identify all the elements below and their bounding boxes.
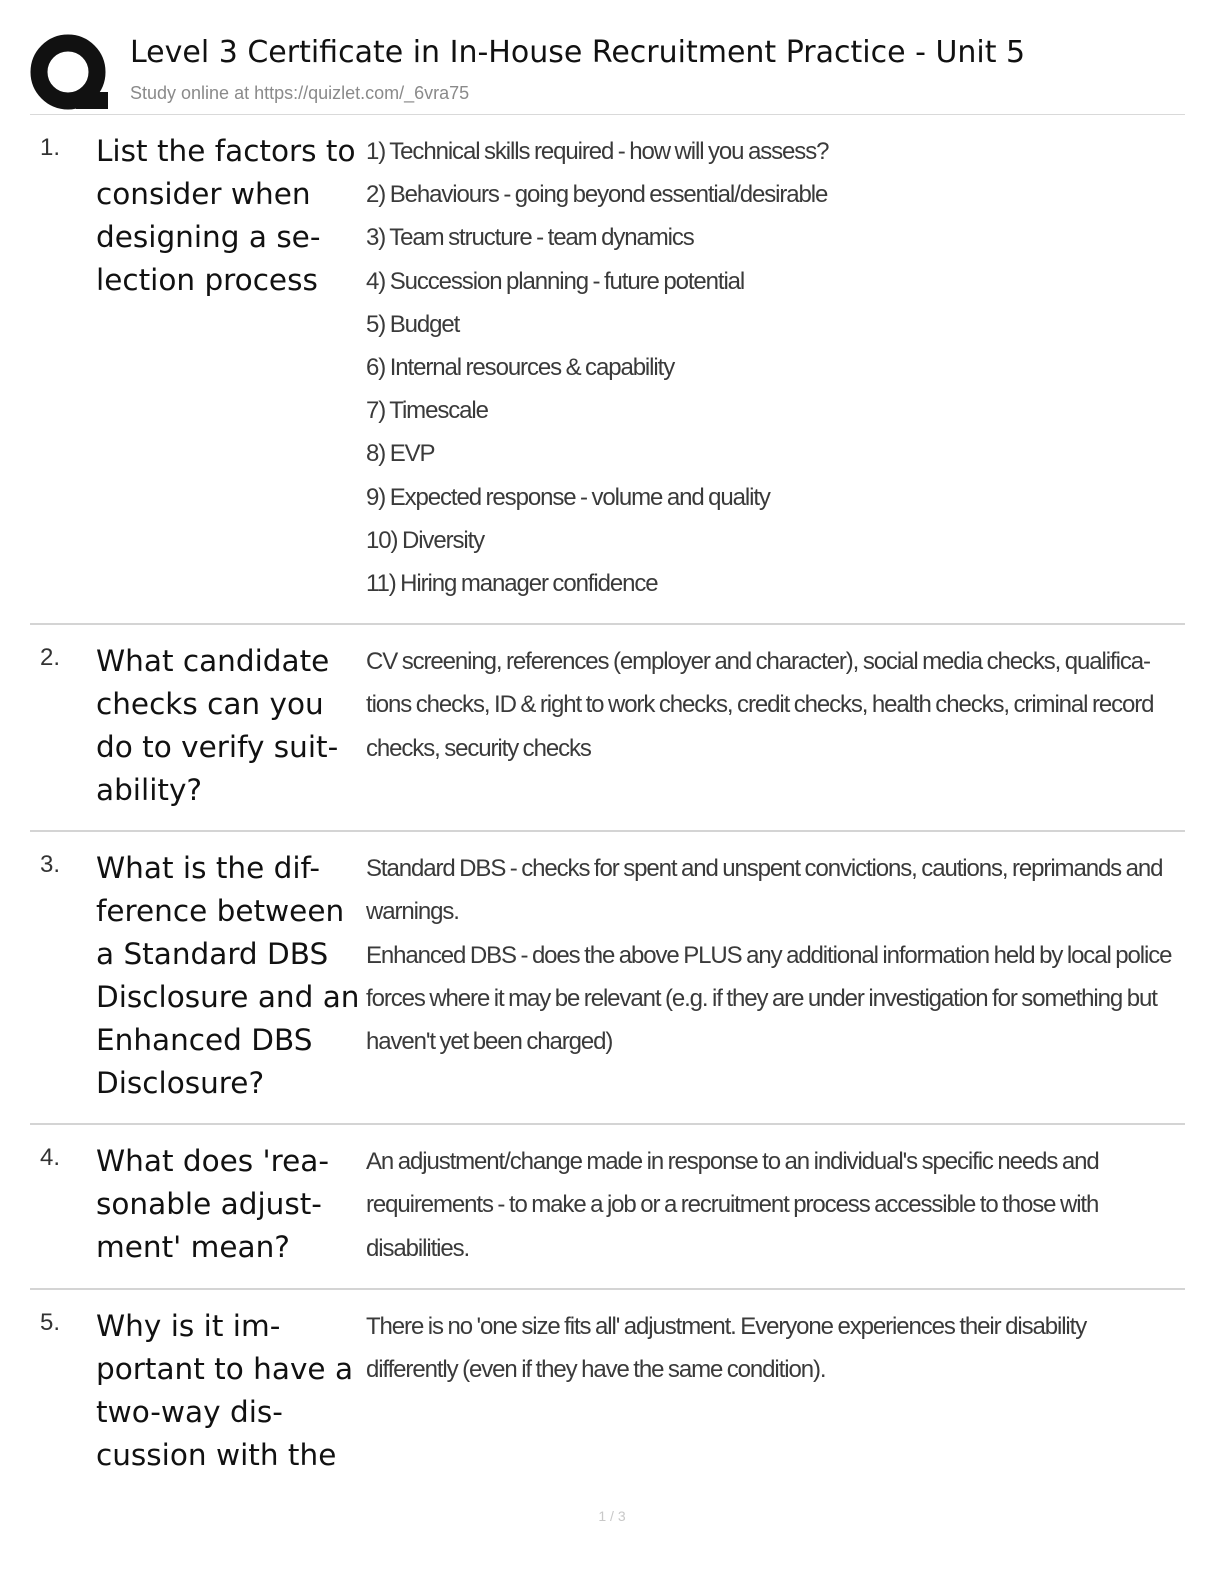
document-header (30, 28, 1185, 114)
flashcard-item (30, 115, 1185, 625)
definition-line: 7) Timescale (366, 397, 488, 425)
card-term: What candidate checks can you do to verify suit-ability? (96, 644, 339, 808)
definition-line: CV screening, references (employer and character), social media checks, qualifica-tions checks, ID & right to work checks, credit checks, health checks, criminal record checks, security checks (366, 648, 1154, 762)
definition-line: Standard DBS - checks for spent and unspent convictions, cautions, reprimands and warnings. (366, 855, 1163, 926)
card-number: 4. (40, 1144, 61, 1172)
definition-line: Enhanced DBS - does the above PLUS any additional information held by local police forces where it may be relevant (e.g. if they are under investigation for something but haven't yet been charged) (366, 941, 1172, 1056)
card-term: List the factors to consider when designing a se-lection process (96, 134, 356, 297)
card-definition (366, 847, 1172, 1063)
card-term: What is the dif-ference between a Standard DBS Disclosure and an Enhanced DBS Disclosure? (96, 851, 360, 1101)
flashcard-item (30, 625, 1185, 832)
definition-line: An adjustment/change made in response to an individual's specific needs and requirements - to make a job or a recruitment process accessible to those with disabilities. (366, 1148, 1099, 1262)
definition-line: 6) Internal resources & capability (366, 354, 675, 382)
page-number: 1 / 3 (598, 1508, 626, 1524)
definition-line: 3) Team structure - team dynamics (366, 224, 694, 252)
definition-line: 2) Behaviours - going beyond essential/desirable (366, 181, 828, 209)
card-number: 5. (40, 1308, 61, 1336)
definition-line: 9) Expected response - volume and quality (366, 483, 770, 511)
card-definition (366, 640, 1172, 770)
flashcard-item (30, 832, 1185, 1125)
page-title: Level 3 Certificate in In-House Recruitment Practice - Unit 5 (130, 35, 1026, 70)
definition-line: 8) EVP (366, 440, 435, 468)
definition-line: 10) Diversity (366, 526, 485, 554)
flashcard-list (30, 115, 1185, 1495)
flashcard-item (30, 1290, 1185, 1495)
card-number: 2. (40, 644, 61, 672)
definition-line: 5) Budget (366, 310, 460, 338)
study-link-text: Study online at https://quizlet.com/_6vra75 (130, 83, 470, 103)
card-definition (366, 130, 1172, 605)
card-number: 1. (40, 134, 61, 161)
definition-line: 11) Hiring manager confidence (366, 570, 658, 598)
definition-line: 1) Technical skills required - how will you assess? (366, 138, 829, 165)
card-definition (366, 1305, 1172, 1391)
card-definition (366, 1140, 1172, 1270)
definition-line: 4) Succession planning - future potential (366, 267, 745, 295)
definition-line: There is no 'one size fits all' adjustment. Everyone experiences their disability differently (even if they have the same condition). (366, 1312, 1087, 1384)
quizlet-q-logo-icon (30, 34, 110, 114)
card-term: What does 'rea-sonable adjust-ment' mean? (96, 1144, 330, 1265)
flashcard-item (30, 1125, 1185, 1290)
card-term: Why is it im-portant to have a two-way dis-cussion with the (96, 1308, 354, 1472)
card-number: 3. (40, 851, 61, 879)
